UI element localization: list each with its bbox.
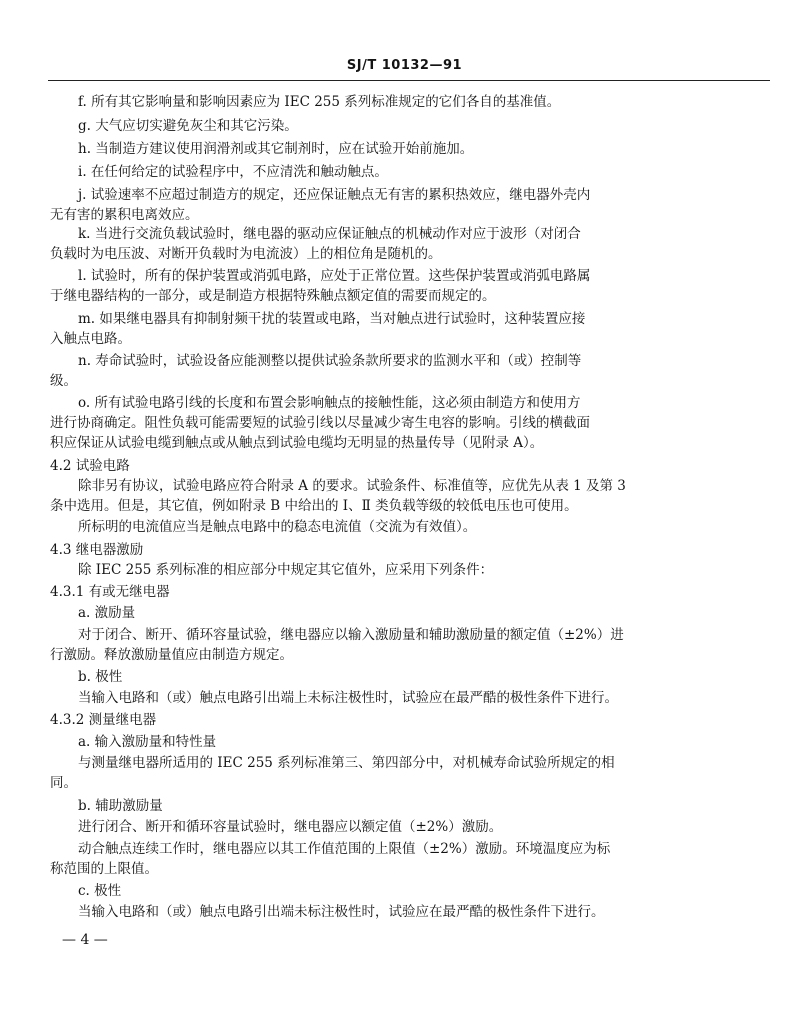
aux-excitation-para2: 动合触点连续工作时，继电器应以其工作值范围的上限值（±2%）激励。环境温度应为标 <box>78 841 611 857</box>
input-excitation-para: 与测量继电器所适用的 IEC 255 系列标准第三、第四部分中，对机械寿命试验所规定的相 <box>78 755 615 771</box>
standard-code-header: SJ/T 10132—91 <box>346 58 463 73</box>
section-4-3-1-heading: 4.3.1 有或无继电器 <box>50 584 170 600</box>
polarity-para: 当输入电路和（或）触点电路引出端上未标注极性时，试验应在最严酷的极性条件下进行。 <box>78 690 618 706</box>
header-rule <box>48 80 770 81</box>
clause-item-g: g. 大气应切实避免灰尘和其它污染。 <box>78 118 298 134</box>
clause-item-n-cont: 级。 <box>50 373 77 389</box>
clause-item-o: o. 所有试验电路引线的长度和布置会影响触点的接触性能，这必须由制造方和使用方 <box>78 395 581 411</box>
excitation-para: 对于闭合、断开、循环容量试验，继电器应以输入激励量和辅助激励量的额定值（±2%）进 <box>78 627 624 643</box>
polarity-para-2: 当输入电路和（或）触点电路引出端未标注极性时，试验应在最严酷的极性条件下进行。 <box>78 904 605 920</box>
clause-item-l-cont: 于继电器结构的一部分，或是制造方根据特殊触点额定值的需要而规定的。 <box>50 288 496 304</box>
clause-item-k-cont: 负载时为电压波、对断开负载时为电流波）上的相位角是随机的。 <box>50 246 442 262</box>
item-b-polarity: b. 极性 <box>78 669 123 685</box>
item-a-input-excitation: a. 输入激励量和特性量 <box>78 734 217 750</box>
section-4-2-para1: 除非另有协议，试验电路应符合附录 A 的要求。试验条件、标准值等，应优先从表 1 及第 3 <box>78 478 626 494</box>
section-4-3-heading: 4.3 继电器激励 <box>50 542 144 558</box>
input-excitation-para-cont: 同。 <box>50 775 77 791</box>
item-b-aux-excitation: b. 辅助激励量 <box>78 798 163 814</box>
clause-item-o-cont2: 积应保证从试验电缆到触点或从触点到试验电缆均无明显的热量传导（见附录 A）。 <box>50 435 544 451</box>
clause-item-j: j. 试验速率不应超过制造方的规定，还应保证触点无有害的累积热效应，继电器外壳内 <box>78 187 591 203</box>
section-4-3-intro: 除 IEC 255 系列标准的相应部分中规定其它值外，应采用下列条件： <box>78 562 494 578</box>
clause-item-n: n. 寿命试验时，试验设备应能测整以提供试验条款所要求的监测水平和（或）控制等 <box>78 353 582 369</box>
clause-item-o-cont1: 进行协商确定。阻性负载可能需要短的试验引线以尽量减少寄生电容的影响。引线的横截面 <box>50 415 590 431</box>
clause-item-m: m. 如果继电器具有抑制射频干扰的装置或电路，当对触点进行试验时，这种装置应接 <box>78 311 586 327</box>
clause-item-f: f. 所有其它影响量和影响因素应为 IEC 255 系列标准规定的它们各自的基准值。 <box>78 94 561 110</box>
item-a-excitation: a. 激励量 <box>78 605 136 621</box>
clause-item-h: h. 当制造方建议使用润滑剂或其它制剂时，应在试验开始前施加。 <box>78 141 474 157</box>
aux-excitation-para2-cont: 称范围的上限值。 <box>50 861 158 877</box>
item-c-polarity: c. 极性 <box>78 883 122 899</box>
aux-excitation-para1: 进行闭合、断开和循环容量试验时，继电器应以额定值（±2%）激励。 <box>78 819 503 835</box>
section-4-2-para1-cont: 条中选用。但是，其它值，例如附录 B 中给出的 Ⅰ、Ⅱ 类负载等级的较低电压也可使用。 <box>50 498 578 514</box>
clause-item-l: l. 试验时，所有的保护装置或消弧电路，应处于正常位置。这些保护装置或消弧电路属 <box>78 268 591 284</box>
clause-item-k: k. 当进行交流负载试验时，继电器的驱动应保证触点的机械动作对应于波形（对闭合 <box>78 226 581 242</box>
section-4-2-para2: 所标明的电流值应当是触点电路中的稳态电流值（交流为有效值）。 <box>78 519 477 535</box>
page-number: — 4 — <box>62 932 108 948</box>
section-4-2-heading: 4.2 试验电路 <box>50 458 130 474</box>
excitation-para-cont: 行激励。释放激励量值应由制造方规定。 <box>50 647 293 663</box>
clause-item-j-cont: 无有害的累积电离效应。 <box>50 207 199 223</box>
clause-item-i: i. 在任何给定的试验程序中，不应清洗和触动触点。 <box>78 164 388 180</box>
clause-item-m-cont: 入触点电路。 <box>50 331 131 347</box>
section-4-3-2-heading: 4.3.2 测量继电器 <box>50 712 157 728</box>
